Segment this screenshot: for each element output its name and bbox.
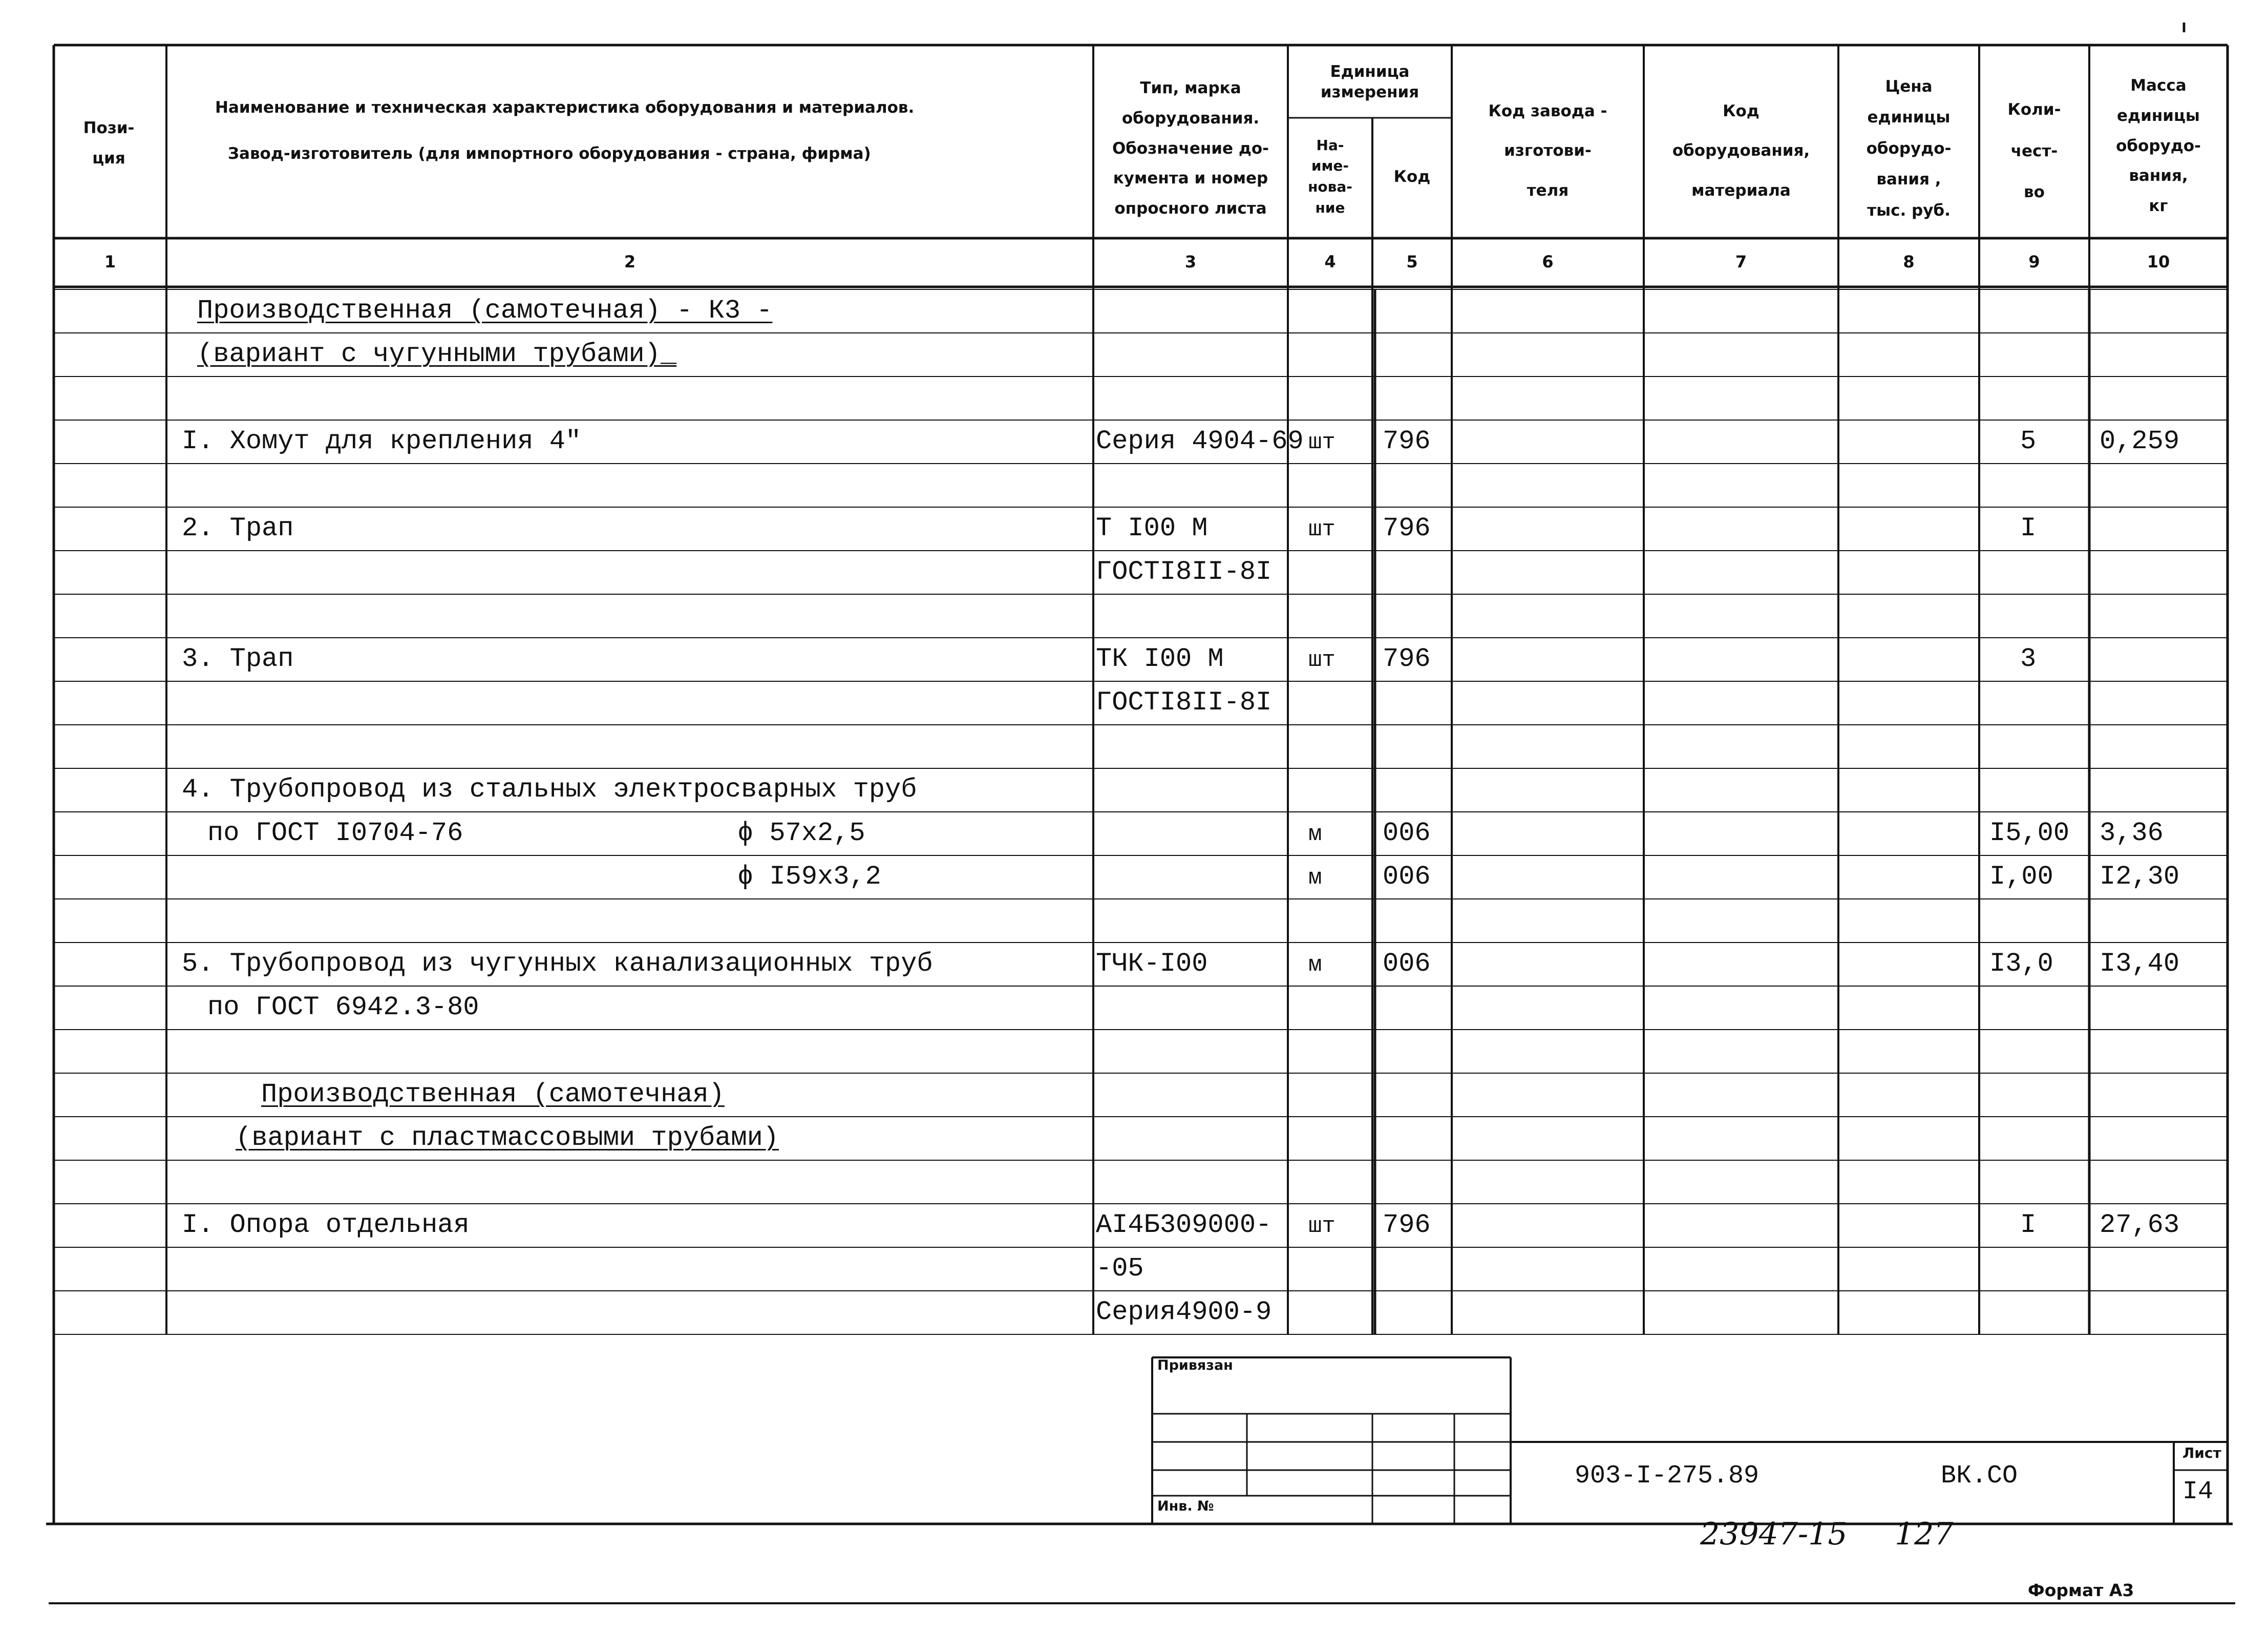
row-quantity: 5	[2020, 426, 2037, 456]
row-mass: I3,40	[2100, 949, 2180, 979]
column-number: 10	[2147, 252, 2170, 271]
header-unit-group: Единица измерения	[1320, 62, 1419, 101]
handwritten-number: 23947-15	[1700, 1516, 1848, 1552]
row-quantity: I,00	[1989, 862, 2053, 892]
row-unit: шт	[1308, 517, 1336, 542]
stamp-bound-label: Привязан	[1157, 1357, 1233, 1373]
row-quantity: I3,0	[1989, 949, 2053, 979]
row-unit: шт	[1308, 647, 1336, 673]
row-name: (вариант с чугунными трубами)_	[197, 339, 677, 369]
stamp-inv-label: Инв. №	[1157, 1498, 1214, 1514]
column-number: 6	[1542, 252, 1554, 271]
column-number: 9	[2028, 252, 2040, 271]
row-unit: м	[1308, 865, 1322, 891]
row-unit-code: 796	[1383, 426, 1431, 456]
row-unit: м	[1308, 822, 1322, 847]
row-type: Т I00 М	[1096, 513, 1208, 543]
header-name-line2: Завод-изготовитель (для импортного оборудования - страна, фирма)	[228, 144, 871, 163]
row-mass: 0,259	[2100, 426, 2180, 456]
header-unit-code: Код	[1393, 167, 1431, 186]
document-code: ВК.СО	[1941, 1461, 2018, 1491]
row-type: -05	[1096, 1253, 1144, 1284]
sheet-number: I4	[2182, 1477, 2214, 1506]
header-name-line1: Наименование и техническая характеристика оборудования и материалов.	[215, 98, 915, 117]
row-name: 2. Трап	[182, 513, 294, 543]
row-name: по ГОСТ 6942.3-80	[207, 992, 479, 1022]
row-unit-code: 006	[1383, 949, 1431, 979]
header-qty: Коли- чест- во	[2007, 100, 2061, 202]
row-dimension: ϕ 57х2,5	[737, 818, 865, 848]
row-quantity: I5,00	[1989, 818, 2070, 848]
row-mass: 27,63	[2100, 1210, 2180, 1240]
header-type: Тип, марка оборудования. Обозначение до- кумента и номер опросного листа	[1112, 78, 1269, 218]
format-label: Формат А3	[2028, 1580, 2134, 1600]
row-type: АI4Б309000-	[1096, 1210, 1272, 1240]
header-position: Пози- ция	[83, 119, 135, 168]
row-quantity: 3	[2020, 644, 2037, 674]
header-unit-name: На- име- нова- ние	[1308, 136, 1352, 216]
row-mass: 3,36	[2100, 818, 2164, 848]
row-unit-code: 796	[1383, 1210, 1431, 1240]
row-unit: шт	[1308, 1213, 1336, 1239]
header-price: Цена единицы оборудо- вания , тыс. руб.	[1866, 77, 1952, 220]
row-mass: I2,30	[2100, 862, 2180, 892]
row-unit-code: 006	[1383, 862, 1431, 892]
row-name: I. Опора отдельная	[182, 1210, 470, 1240]
row-name: (вариант с пластмассовыми трубами)	[236, 1123, 779, 1153]
column-number: 1	[104, 252, 116, 271]
document-number: 903-I-275.89	[1575, 1461, 1760, 1491]
row-quantity: I	[2020, 513, 2037, 543]
header-mass: Масса единицы оборудо- вания, кг	[2116, 76, 2201, 216]
row-unit-code: 006	[1383, 818, 1431, 848]
header-maker-code: Код завода - изготови- теля	[1488, 101, 1607, 200]
column-number: 7	[1735, 252, 1747, 271]
row-unit: м	[1308, 952, 1322, 978]
row-name: 4. Трубопровод из стальных электросварных труб	[182, 774, 917, 805]
row-unit: шт	[1308, 430, 1336, 455]
row-name: 5. Трубопровод из чугунных канализационных труб	[182, 949, 933, 979]
sheet-label: Лист	[2182, 1444, 2221, 1461]
row-unit-code: 796	[1383, 644, 1431, 674]
row-dimension: ϕ I59х3,2	[737, 862, 881, 892]
row-name: I. Хомут для крепления 4"	[182, 426, 582, 456]
row-type: ГОСТI8II-8I	[1096, 557, 1272, 587]
row-type: ГОСТI8II-8I	[1096, 687, 1272, 718]
column-number: 2	[624, 252, 636, 271]
row-unit-code: 796	[1383, 513, 1431, 543]
row-name: Производственная (самотечная)	[261, 1079, 725, 1109]
page-mark: I	[2181, 20, 2187, 36]
row-type: Серия 4904-69	[1096, 426, 1304, 456]
row-quantity: I	[2020, 1210, 2037, 1240]
row-name: по ГОСТ I0704-76	[207, 818, 463, 848]
row-name: 3. Трап	[182, 644, 294, 674]
handwritten-page: 127	[1895, 1516, 1954, 1552]
row-type: ТЧК-I00	[1096, 949, 1208, 979]
column-number: 5	[1406, 252, 1418, 271]
column-number: 3	[1184, 252, 1197, 271]
row-type: Серия4900-9	[1096, 1297, 1272, 1327]
row-name: Производственная (самотечная) - К3 -	[197, 296, 773, 326]
column-number: 4	[1324, 252, 1336, 271]
row-type: ТК I00 М	[1096, 644, 1224, 674]
column-number: 8	[1903, 252, 1915, 271]
header-equip-code: Код оборудования, материала	[1672, 101, 1810, 200]
